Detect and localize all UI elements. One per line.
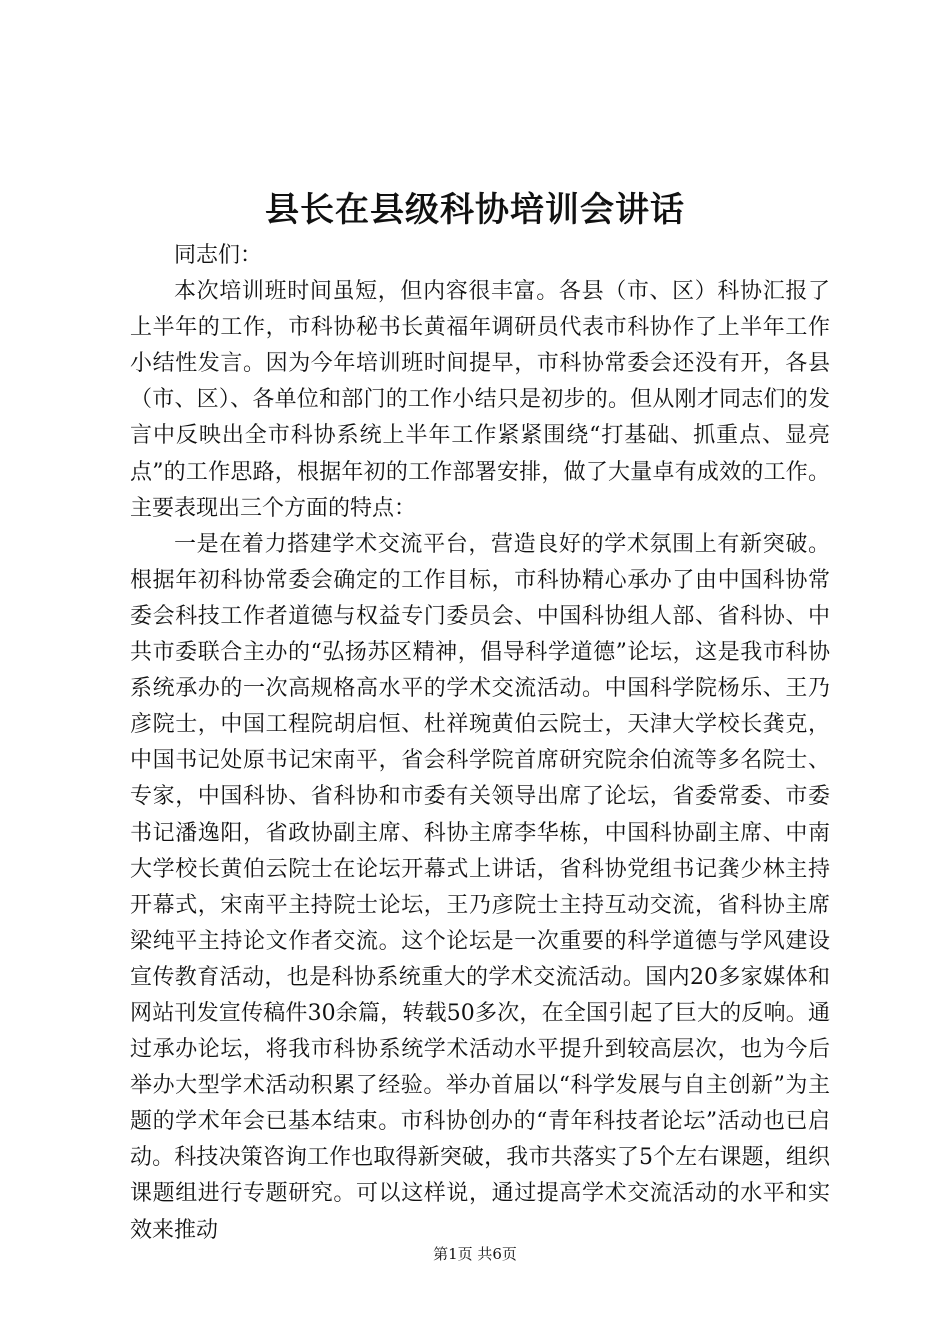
- document-body: [130, 238, 830, 1249]
- document-title: 县长在县级科协培训会讲话: [265, 190, 685, 230]
- body-paragraph-1: 本次培训班时间虽短，但内容很丰富。各县（市、区）科协汇报了上半年的工作，市科协秘书长黄福年调研员代表市科协作了上半年工作小结性发言。因为今年培训班时间提早，市科协常委会还没有开，各县（市、区）、各单位和部门的工作小结只是初步的。但从刚才同志们的发言中反映出全市科协系统上半年工作紧紧围绕“打基础、抓重点、显亮点”的工作思路，根据年初的工作部署安排，做了大量卓有成效的工作。主要表现出三个方面的特点：: [130, 279, 830, 521]
- body-paragraph-2: 一是在着力搭建学术交流平台，营造良好的学术氛围上有新突破。根据年初科协常委会确定的工作目标，市科协精心承办了由中国科协常委会科技工作者道德与权益专门委员会、中国科协组人部、省科协、中共市委联合主办的“弘扬苏区精神，倡导科学道德”论坛，这是我市科协系统承办的一次高规格高水平的学术交流活动。中国科学院杨乐、王乃彦院士，中国工程院胡启恒、杜祥琬黄伯云院士，天津大学校长龚克，中国书记处原书记宋南平，省会科学院首席研究院余伯流等多名院士、专家，中国科协、省科协和市委有关领导出席了论坛，省委常委、市委书记潘逸阳，省政协副主席、科协主席李华栋，中国科协副主席、中南大学校长黄伯云院士在论坛开幕式上讲话，省科协党组书记龚少林主持开幕式，宋南平主持院士论坛，王乃彦院士主持互动交流，省科协主席梁纯平主持论文作者交流。这个论坛是一次重要的科学道德与学风建设宣传教育活动，也是科协系统重大的学术交流活动。国内20多家媒体和网站刊发宣传稿件30余篇，转载50多次，在全国引起了巨大的反响。通过承办论坛，将我市科协系统学术活动水平提升到较高层次，也为今后举办大型学术活动积累了经验。举办首届以“科学发展与自主创新”为主题的学术年会已基本结束。市科协创办的“青年科技者论坛”活动也已启动。科技决策咨询工作也取得新突破，我市共落实了5个左右课题，组织课题组进行专题研究。可以这样说，通过提高学术交流活动的水平和实效来推动: [130, 531, 830, 1243]
- page-number-footer: 第1页 共6页: [433, 1245, 517, 1263]
- salutation-paragraph: 同志们：: [174, 243, 263, 268]
